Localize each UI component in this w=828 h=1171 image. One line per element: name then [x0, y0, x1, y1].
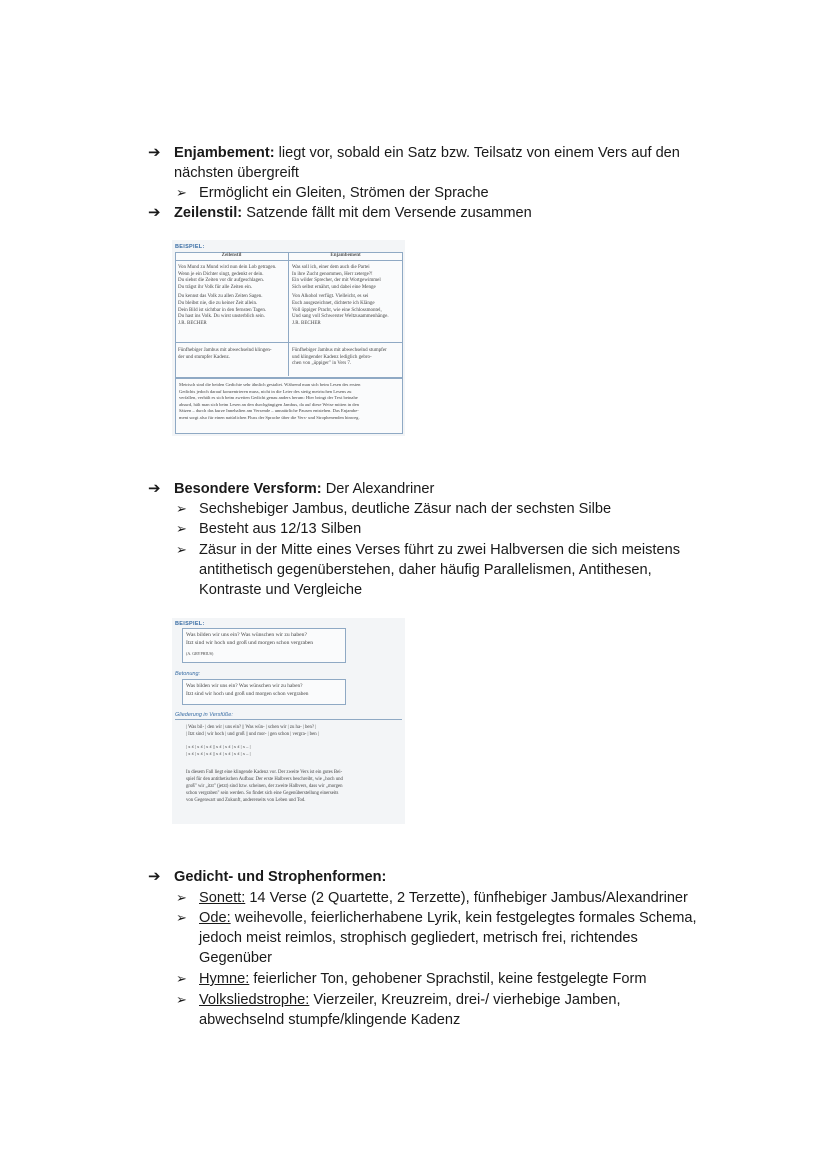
- right-poem: Was soll ich, einer dem auch die Partei In ihre Zucht genommen, Herr zeterge?! Ein wilder Sprecher, der mit Wortgewimmel Sich selbst ernährt, und dabei eine Menge Von Alkohol verfügt. Vielleicht, es sei Euch ausgezeichnet, dichterte ich Klänge Voll üppiger Pracht, wie eine Schlossmontel, Und sang voll Schwerster Weltzusammenhänge. J.R. BECHER: [292, 265, 389, 326]
- volkslied-def-cont: abwechselnd stumpfe/klingende Kadenz: [199, 1012, 461, 1028]
- enjambement-def: liegt vor, sobald ein Satz bzw. Teilsatz von einem Vers auf den: [278, 145, 680, 161]
- example-tag: BEISPIEL:: [175, 621, 205, 627]
- example-alexandriner: [172, 618, 405, 824]
- alexandriner-line: [174, 479, 434, 499]
- alexandriner-item-cont: antithetisch gegenüberstehen, daher häufig Parallelismen, Antithesen,: [199, 562, 652, 578]
- sonett-def: 14 Verse (2 Quartette, 2 Terzette), fünfhebiger Jambus/Alexandriner: [249, 890, 688, 906]
- arrow-icon: ➔: [148, 204, 161, 221]
- ode-line: [199, 908, 697, 928]
- zeilenstil-def: Satzende fällt mit dem Versende zusammen: [246, 205, 532, 221]
- label-gliederung: Gliederung in Versfüße:: [175, 712, 233, 718]
- zeilenstil-line: [174, 203, 532, 223]
- col-header-enjambement: Enjambement: [330, 253, 361, 258]
- col-header-zeilenstil: Zeilenstil: [221, 253, 242, 258]
- ode-term: Ode:: [199, 910, 231, 926]
- example-zeilenstil-enjambement: [172, 240, 405, 436]
- metric-scheme: | x x́ | x x́ | x x́ || x x́ | x x́ | x x́ | x – | | x x́ | x x́ | x x́ || x x́ | x x́ | x x́ | x – |: [186, 744, 251, 756]
- sonett-term: Sonett:: [199, 890, 246, 906]
- volkslied-def: Vierzeiler, Kreuzreim, drei-/ vierhebige Jamben,: [313, 992, 621, 1008]
- volkslied-term: Volksliedstrophe:: [199, 992, 310, 1008]
- bullet-icon: ➢: [176, 910, 187, 925]
- arrow-icon: ➔: [148, 868, 161, 885]
- alexandriner-item-cont: Kontraste und Vergleiche: [199, 582, 363, 598]
- bullet-icon: ➢: [176, 992, 187, 1007]
- bullet-icon: ➢: [176, 542, 187, 557]
- left-poem: Von Mund zu Mund wird nun dein Lob getragen. Wenn je ein Dichter singt, gedenkt er dein. Du siehst die Zeiten vor dir aufgeschlagen. Du trägst ihr Volk für alle Zeiten ein. Du kennst das Volk zu allen Zeiten Sagen. Du bleibst nie, die zu keiner Zeit allein. Dein Bild ist sichtbar in den fernsten Tagen. Du hast ins Volk. Du wirst unsterblich sein. J.R. BECHER: [178, 265, 277, 326]
- betonung-text: Was bilden wir uns ein? Was wünschen wir zu haben? Itzt sind wir hoch und groß und morgen schon vergraben: [186, 683, 309, 697]
- alexandriner-item: Besteht aus 12/13 Silben: [199, 521, 362, 537]
- hymne-term: Hymne:: [199, 971, 250, 987]
- arrow-icon: ➔: [148, 144, 161, 161]
- enjambement-term: Enjambement:: [174, 145, 275, 161]
- alexandriner-item: Zäsur in der Mitte eines Verses führt zu zwei Halbversen die sich meistens: [199, 542, 680, 558]
- table-divider: [288, 252, 289, 376]
- table-divider: [175, 260, 402, 261]
- left-note: Fünfhebiger Jambus mit abwechselnd klingen- der und stumpfer Kadenz.: [178, 348, 272, 360]
- ode-def: weihevolle, feierlicherhabene Lyrik, kein festgelegtes formales Schema,: [234, 910, 697, 926]
- versform-value: Der Alexandriner: [325, 481, 435, 497]
- gliederung-text: | Was bil- | den wir | uns ein? || Was wün- | schen wir | zu ha- | ben? | | Itzt sind | wir hoch | und groß || und mor- | gen schon | vergra- | ben |: [186, 725, 319, 737]
- hymne-line: [199, 969, 647, 989]
- arrow-icon: ➔: [148, 480, 161, 497]
- example-tag: BEISPIEL:: [175, 244, 205, 250]
- verse-text: Was bilden wir uns ein? Was wünschen wir zu haben? Itzt sind wir hoch und groß und morgen schon vergraben: [186, 632, 314, 646]
- sonett-line: [199, 888, 688, 908]
- bullet-icon: ➢: [176, 971, 187, 986]
- hymne-def: feierlicher Ton, gehobener Sprachstil, keine festgelegte Form: [253, 971, 647, 987]
- enjambement-line: [174, 143, 680, 163]
- enjambement-sub: Ermöglicht ein Gleiten, Strömen der Sprache: [199, 185, 489, 201]
- verse-author: (A. GRYPHIUS): [186, 651, 214, 656]
- bullet-icon: ➢: [176, 890, 187, 905]
- strophenformen-heading: [174, 867, 386, 887]
- section-rule: [175, 719, 402, 720]
- right-note: Fünfhebiger Jambus mit abwechselnd stumpfer und klingender Kadenz lediglich gebro- chen von „üppiger" in Vers 7.: [292, 348, 387, 367]
- strophenformen-term: Gedicht- und Strophenformen:: [174, 869, 387, 885]
- bullet-icon: ➢: [176, 185, 187, 200]
- ode-def-cont: Gegenüber: [199, 950, 273, 966]
- volkslied-line: [199, 990, 621, 1010]
- bullet-icon: ➢: [176, 501, 187, 516]
- alexandriner-note: In diesem Fall liegt eine klingende Kadenz vor. Der zweite Vers ist ein gutes Bei- spiel für den antithetischen Aufbau: Der erste Halbvers beschreibt, wie „hoch und groß" wir „itzt" (jetzt) sind bzw. scheinen, der zweite Halbvers, dass wir „morgen schon vergraben" sein werden. So findet sich eine Gegenüberstellung einerseits von Gegenwart und Zukunft, andererseits von Leben und Tod.: [186, 770, 343, 803]
- alexandriner-item: Sechshebiger Jambus, deutliche Zäsur nach der sechsten Silbe: [199, 501, 612, 517]
- bottom-note: Metrisch sind die beiden Gedichte sehr ähnlich gestaltet. Während man sich beim Lesen des ersten Gedichts jedoch darauf konzentrieren muss, nicht in die Leier des stetig metrischen Lesens zu verfallen, verhält es sich beim zweiten Gedicht genau anders herum: Hier bringt der Text beinahe absurd, hält man sich beim Lesen an den durchgängigen Jambus, da auf diese Weise mitten in den Sätzen – durch das kurze Innehalten am Versende – unnatürliche Pausen entstehen. Das Enjambe- ment sorgt also für einen natürlichen Fluss der Sprache über die Vers- und Strophenenden hinweg.: [179, 382, 361, 420]
- zeilenstil-term: Zeilenstil:: [174, 205, 243, 221]
- bullet-icon: ➢: [176, 521, 187, 536]
- label-betonung: Betonung:: [175, 671, 201, 677]
- enjambement-def-cont: nächsten übergreift: [174, 165, 299, 181]
- ode-def-cont: jedoch meist reimlos, strophisch gegliedert, metrisch frei, richtendes: [199, 930, 638, 946]
- table-divider: [175, 342, 402, 343]
- versform-term: Besondere Versform:: [174, 481, 322, 497]
